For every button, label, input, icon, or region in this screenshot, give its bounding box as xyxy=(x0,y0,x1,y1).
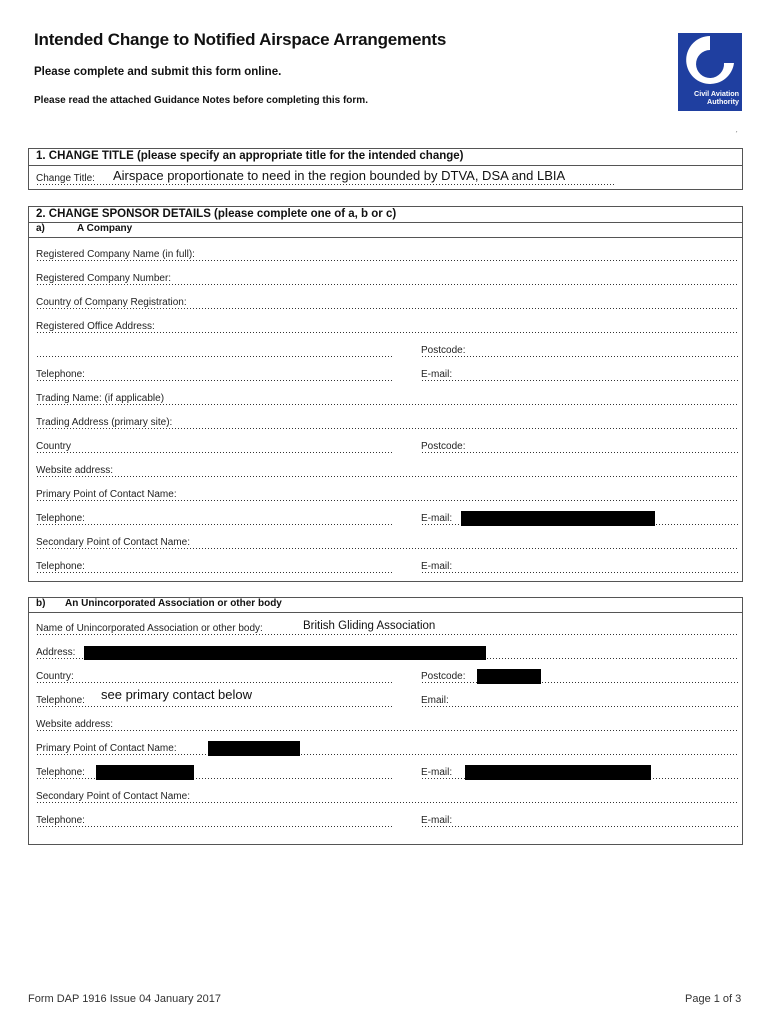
association-secondary-telephone-field[interactable] xyxy=(36,815,394,829)
website-label: Website address: xyxy=(36,465,114,476)
registered-office-postcode-field[interactable] xyxy=(421,345,739,359)
email-label: E-mail: xyxy=(421,815,453,826)
caa-logo xyxy=(678,33,742,111)
form-instruction-online: Please complete and submit this form online. xyxy=(34,66,282,78)
postcode-label: Postcode: xyxy=(421,671,466,682)
company-primary-contact-field[interactable] xyxy=(36,489,739,503)
country-label: Country: xyxy=(36,671,74,682)
registered-company-number-field[interactable] xyxy=(36,273,739,287)
section-unincorporated-association xyxy=(28,597,743,845)
page-number: Page 1 of 3 xyxy=(685,993,742,1005)
registered-company-name-field[interactable] xyxy=(36,249,739,263)
change-title-field[interactable] xyxy=(36,168,616,187)
association-name-label: Name of Unincorporated Association or other body: xyxy=(36,623,263,634)
association-secondary-email-field[interactable] xyxy=(421,815,739,829)
subsection-b-title: An Unincorporated Association or other body xyxy=(65,598,282,609)
redacted-block xyxy=(96,765,194,780)
association-name-value[interactable]: British Gliding Association xyxy=(303,620,436,632)
company-secondary-contact-field[interactable] xyxy=(36,537,739,551)
trading-address-field[interactable] xyxy=(36,417,739,431)
address-label: Address: xyxy=(36,647,76,658)
subsection-b-letter: b) xyxy=(36,598,46,609)
company-telephone-field[interactable] xyxy=(36,369,394,383)
redacted-block xyxy=(465,765,651,780)
trading-country-field[interactable] xyxy=(36,441,394,455)
subsection-b-heading xyxy=(29,598,742,613)
association-primary-telephone-field[interactable] xyxy=(36,767,394,781)
caa-logo-text xyxy=(681,90,739,106)
association-postcode-field[interactable] xyxy=(421,671,739,685)
subsection-a-heading xyxy=(29,223,742,238)
company-secondary-email-field[interactable] xyxy=(421,561,739,575)
secondary-contact-label: Secondary Point of Contact Name: xyxy=(36,791,190,802)
form-title: Intended Change to Notified Airspace Arrangements xyxy=(34,30,447,49)
trading-name-field[interactable] xyxy=(36,393,739,407)
trading-name-label: Trading Name: (if applicable) xyxy=(36,393,165,404)
registered-company-number-label: Registered Company Number: xyxy=(36,273,172,284)
email-label: E-mail: xyxy=(421,513,453,524)
subsection-a-letter: a) xyxy=(36,223,45,234)
subsection-a-title: A Company xyxy=(77,223,133,234)
association-address-field[interactable] xyxy=(36,647,739,661)
association-telephone-value[interactable]: see primary contact below xyxy=(101,687,253,702)
telephone-label: Telephone: xyxy=(36,369,85,380)
section-1-heading-text: 1. CHANGE TITLE (please specify an appropriate title for the intended change) xyxy=(36,150,464,162)
company-primary-telephone-field[interactable] xyxy=(36,513,394,527)
association-primary-email-field[interactable] xyxy=(421,767,739,781)
registered-office-address-field[interactable] xyxy=(36,321,739,335)
association-primary-contact-field[interactable] xyxy=(36,743,739,757)
company-website-field[interactable] xyxy=(36,465,739,479)
logo-text-line1: Civil Aviation xyxy=(694,89,739,98)
section-2-heading-text: 2. CHANGE SPONSOR DETAILS (please complete one of a, b or c) xyxy=(36,208,397,220)
primary-contact-label: Primary Point of Contact Name: xyxy=(36,743,177,754)
registered-office-address-line2[interactable] xyxy=(36,345,394,359)
association-telephone-field[interactable] xyxy=(36,687,394,709)
section-sponsor-details xyxy=(28,206,743,582)
trading-address-label: Trading Address (primary site): xyxy=(36,417,173,428)
association-name-field[interactable] xyxy=(36,620,739,637)
form-reference: Form DAP 1916 Issue 04 January 2017 xyxy=(28,993,222,1005)
telephone-label: Telephone: xyxy=(36,815,85,826)
section-1-heading xyxy=(29,149,742,166)
redacted-block xyxy=(84,646,486,660)
change-title-label: Change Title: xyxy=(36,173,95,184)
email-label: Email: xyxy=(421,695,449,706)
company-primary-email-field[interactable] xyxy=(421,513,739,527)
telephone-label: Telephone: xyxy=(36,695,85,706)
section-change-title xyxy=(28,148,743,190)
trading-postcode-field[interactable] xyxy=(421,441,739,455)
company-secondary-telephone-field[interactable] xyxy=(36,561,394,575)
secondary-contact-label: Secondary Point of Contact Name: xyxy=(36,537,190,548)
logo-text-line2: Authority xyxy=(707,97,739,106)
postcode-label: Postcode: xyxy=(421,345,466,356)
tick-mark: ˏ xyxy=(735,124,738,133)
redacted-block xyxy=(208,741,300,756)
company-email-field[interactable] xyxy=(421,369,739,383)
email-label: E-mail: xyxy=(421,561,453,572)
change-title-value[interactable]: Airspace proportionate to need in the region bounded by DTVA, DSA and LBIA xyxy=(113,168,566,183)
primary-contact-label: Primary Point of Contact Name: xyxy=(36,489,177,500)
email-label: E-mail: xyxy=(421,369,453,380)
country-of-registration-field[interactable] xyxy=(36,297,739,311)
association-country-field[interactable] xyxy=(36,671,394,685)
postcode-label: Postcode: xyxy=(421,441,466,452)
association-email-field[interactable] xyxy=(421,695,739,709)
association-secondary-contact-field[interactable] xyxy=(36,791,739,805)
form-instruction-guidance: Please read the attached Guidance Notes before completing this form. xyxy=(34,95,368,106)
website-label: Website address: xyxy=(36,719,114,730)
email-label: E-mail: xyxy=(421,767,453,778)
telephone-label: Telephone: xyxy=(36,561,85,572)
redacted-block xyxy=(461,511,655,526)
section-2-heading xyxy=(29,207,742,223)
country-label: Country xyxy=(36,441,72,452)
redacted-block xyxy=(477,669,541,684)
telephone-label: Telephone: xyxy=(36,767,85,778)
registered-company-name-label: Registered Company Name (in full): xyxy=(36,249,195,260)
registered-office-address-label: Registered Office Address: xyxy=(36,321,155,332)
association-website-field[interactable] xyxy=(36,719,739,733)
country-of-registration-label: Country of Company Registration: xyxy=(36,297,187,308)
telephone-label: Telephone: xyxy=(36,513,85,524)
